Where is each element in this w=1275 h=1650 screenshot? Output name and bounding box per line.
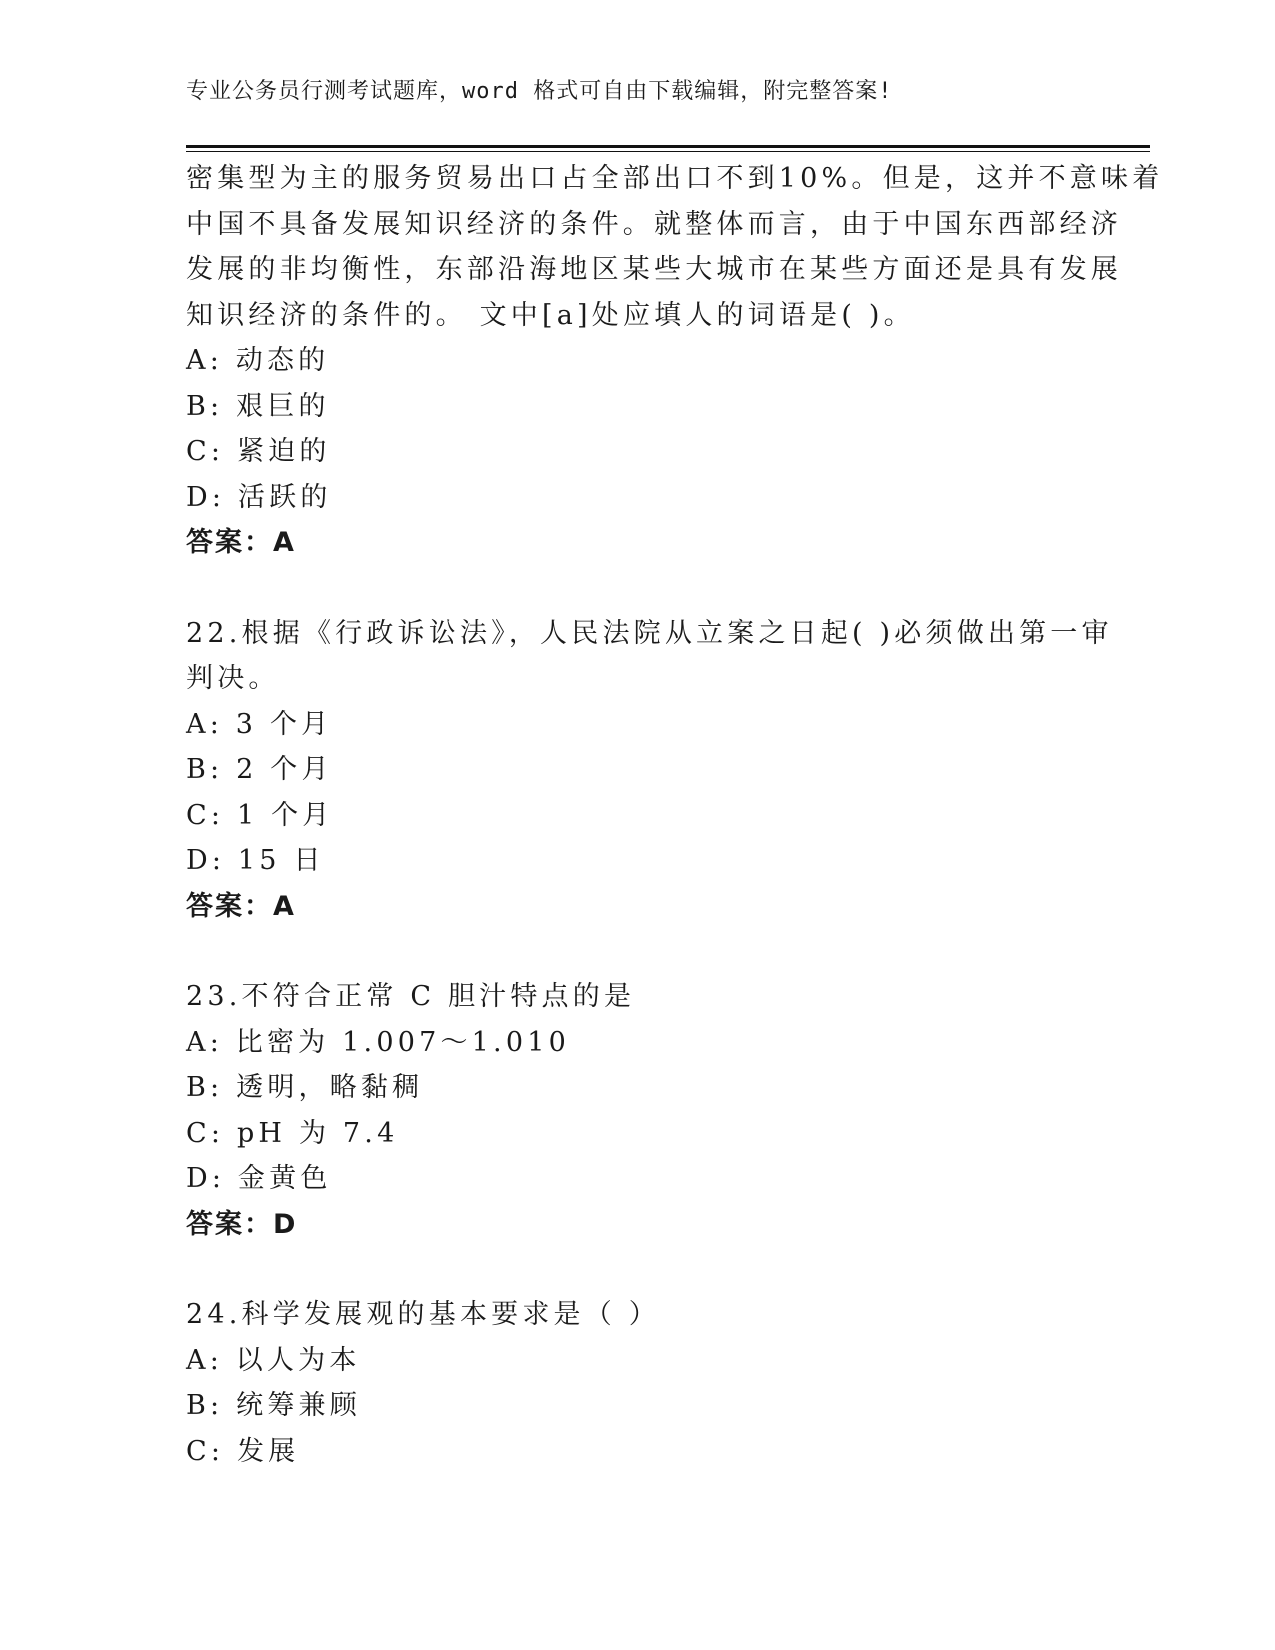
question-text-line: 知识经济的条件的。 文中[a]处应填人的词语是( )。 (186, 299, 915, 331)
option-b: B: 统筹兼顾 (186, 1390, 361, 1421)
question-24-block (186, 1292, 1086, 1474)
answer-line: 答案：D (186, 1208, 298, 1240)
option-d: D: 活跃的 (186, 481, 332, 513)
option-b: B: 艰巨的 (186, 390, 330, 422)
question-22-block (186, 611, 1113, 930)
header-rule-thin (186, 151, 1150, 152)
spacer (186, 1247, 1086, 1292)
question-text-line: 判决。 (186, 663, 280, 694)
option-c: C: pH 为 7.4 (186, 1117, 399, 1149)
spacer (186, 566, 1086, 611)
spacer (186, 929, 1086, 974)
question-text-line: 中国不具备发展知识经济的条件。就整体而言，由于中国东西部经济 (186, 208, 1122, 240)
option-b: B: 透明，略黏稠 (186, 1072, 424, 1103)
option-d: D: 金黄色 (186, 1163, 332, 1194)
question-content (186, 156, 1164, 1474)
question-text-line: 密集型为主的服务贸易出口占全部出口不到10%。但是，这并不意味着 (186, 163, 1164, 194)
answer-line: 答案：A (186, 890, 296, 922)
question-text-line: 24.科学发展观的基本要求是（ ） (186, 1299, 660, 1330)
header-rule-thick (186, 145, 1150, 148)
question-text-line: 23.不符合正常 C 胆汁特点的是 (186, 981, 636, 1012)
option-c: C: 紧迫的 (186, 436, 331, 467)
option-a: A: 比密为 1.007～1.010 (186, 1026, 570, 1058)
option-a: A: 动态的 (186, 345, 330, 376)
option-a: A: 3 个月 (186, 708, 333, 740)
option-a: A: 以人为本 (186, 1344, 361, 1376)
page-header: 专业公务员行测考试题库，word 格式可自由下载编辑，附完整答案! (186, 79, 893, 104)
question-text-line: 发展的非均衡性，东部沿海地区某些大城市在某些方面还是具有发展 (186, 254, 1122, 285)
option-b: B: 2 个月 (186, 754, 333, 785)
answer-line: 答案：A (186, 527, 296, 558)
option-d: D: 15 日 (186, 845, 325, 876)
question-text-line: 22.根据《行政诉讼法》，人民法院从立案之日起( )必须做出第一审 (186, 617, 1113, 649)
question-21-block (186, 156, 1164, 566)
option-c: C: 1 个月 (186, 799, 334, 831)
option-c: C: 发展 (186, 1435, 300, 1467)
question-23-block (186, 974, 1086, 1247)
